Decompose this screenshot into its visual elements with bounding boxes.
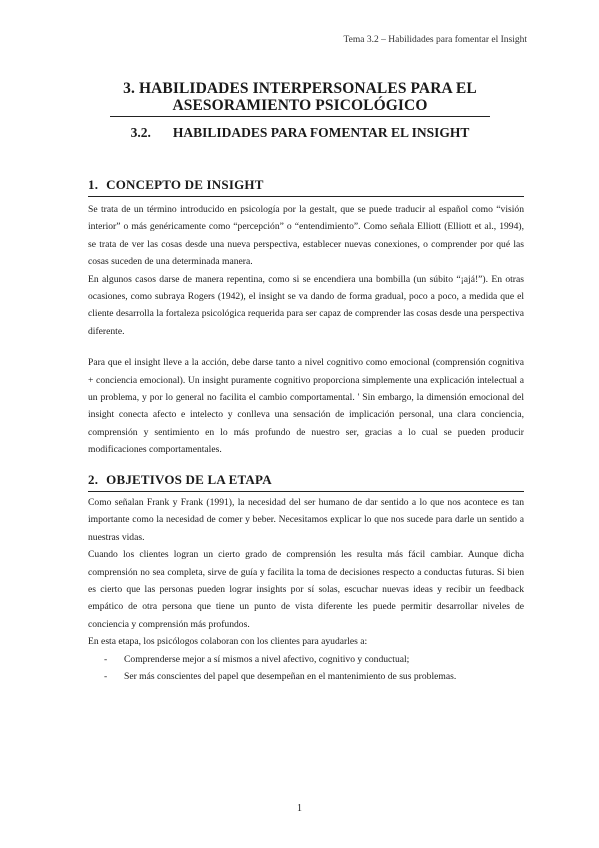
list-item — [104, 651, 524, 668]
paragraph: Como señalan Frank y Frank (1991), la necesidad del ser humano de dar sentido a lo que nos acontece es tan importante como la necesidad de comer y beber. Necesitamos explicar lo que nos sucede para darle un sentido a nuestras vidas. — [88, 497, 524, 543]
objetivos-body — [88, 494, 524, 685]
list-dash-marker: - — [104, 671, 108, 683]
heading-number: 2. — [88, 472, 99, 487]
list-item-text: Comprenderse mejor a sí mismos a nivel afectivo, cognitivo y conductual; — [124, 653, 410, 665]
heading-text: OBJETIVOS DE LA ETAPA — [106, 472, 272, 487]
paragraph: En esta etapa, los psicólogos colaboran con los clientes para ayudarles a: — [88, 636, 368, 648]
heading-objetivos-de-la-etapa — [88, 472, 524, 492]
heading-number: 1. — [88, 177, 99, 192]
section-title-text: HABILIDADES PARA FOMENTAR EL INSIGHT — [172, 125, 470, 140]
paragraph: Para que el insight lleve a la acción, debe darse tanto a nivel cognitivo como emocional (comprensión cognitiva + conciencia emocional). Un insight puramente cognitivo proporciona simplemente una explicación intelectual a un problema, y por lo general no facilita el cambio comportamental. ' Sin embargo, la dimensión emocional del insight conecta afecto e intelecto y conlleva una sensación de implicación personal, una clara conciencia, comprensión y sentimiento en lo más profundo de nuestro ser, gracias a lo cual se pueden producir modificaciones comportamentales. — [88, 357, 524, 456]
concepto-body — [88, 201, 524, 459]
chapter-title-line-1: 3. HABILIDADES INTERPERSONALES PARA EL — [123, 80, 477, 97]
list-item-text: Ser más conscientes del papel que desempeñan en el mantenimiento de sus problemas. — [124, 671, 457, 683]
list-item — [104, 668, 524, 685]
title-divider — [110, 116, 490, 117]
objectives-list — [88, 651, 524, 686]
section-number: 3.2. — [130, 125, 151, 140]
paragraph: Cuando los clientes logran un cierto grado de comprensión les resulta más fácil cambiar. Aunque dicha comprensión no sea completa, sirve de guía y facilita la toma de decisiones respecto a conductas futuras. Si bien es cierto que las personas pueden lograr insights por sí solas, escuchar nuevas ideas y recibir un feedback empático de otra persona que tiene un punto de vista diferente les puede permitir desarrollar niveles de conciencia y comprensión más profundos. — [88, 549, 524, 630]
paragraph: En algunos casos darse de manera repentina, como si se encendiera una bombilla (un súbito “¡ajá!”). En otras ocasiones, como subraya Rogers (1942), el insight se va dando de forma gradual, poco a poco, a medida que el cliente desarrolla la fortaleza psicológica requerida para ser capaz de comprender las cosas desde una perspectiva diferente. — [88, 273, 524, 337]
chapter-title-line-2: ASESORAMIENTO PSICOLÓGICO — [172, 97, 428, 114]
heading-concepto-de-insight — [88, 177, 524, 197]
chapter-title — [110, 80, 490, 114]
heading-text: CONCEPTO DE INSIGHT — [106, 177, 264, 192]
paragraph: Se trata de un término introducido en psicología por la gestalt, que se puede traducir al español como “visión interior” o más genéricamente como “percepción” o “entendimiento”. Como señala Elliott (Elliott et al., 1994), se trata de ver las cosas desde una nueva perspectiva, establecer nuevas conexiones, o comprender por qué las cosas suceden de una determinada manera. — [88, 204, 524, 268]
section-title — [110, 125, 490, 141]
page-number: 1 — [297, 803, 302, 814]
running-header: Tema 3.2 – Habilidades para fomentar el Insight — [343, 35, 527, 45]
list-dash-marker: - — [104, 653, 108, 665]
